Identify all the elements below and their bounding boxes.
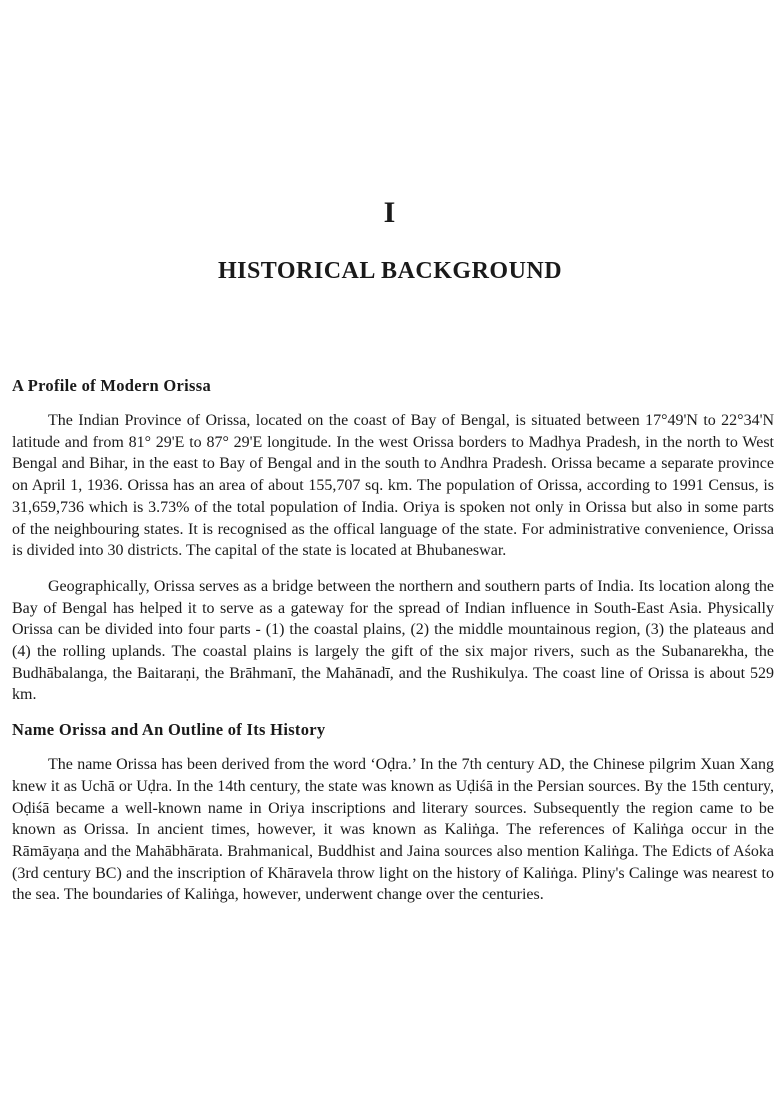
paragraph-profile-2: Geographically, Orissa serves as a bridge between the northern and southern parts of India. Its location along the Bay of Bengal has helped it to serve as a gateway for the spread of Indian influence in South-East Asia. Physically Orissa can be divided into four parts - (1) the coastal plains, (2) the middle mountainous region, (3) the plateaus and (4) the rolling uplands. The coastal plains is largely the gift of the six major rivers, such as the Subanarekha, the Budhābalanga, the Baitaraṇi, the Brāhmanī, the Mahānadī, and the Rushikulya. The coast line of Orissa is about 529 km. [12, 577, 774, 704]
paragraph-profile-1: The Indian Province of Orissa, located on the coast of Bay of Bengal, is situated between 17°49'N to 22°34'N latitude and from 81° 29'E to 87° 29'E longitude. In the west Orissa borders to Madhya Pradesh, in the north to West Bengal and Bihar, in the east to Bay of Bengal and in the south to Andhra Pradesh. Orissa became a separate province on April 1, 1936. Orissa has an area of about 155,707 sq. km. The population of Orissa, according to 1991 Census, is 31,659,736 which is 3.73% of the total population of India. Oriya is spoken not only in Orissa but also in some parts of the neighbouring states. It is recognised as the offical language of the state. For administrative convenience, Orissa is divided into 30 districts. The capital of the state is located at Bhubaneswar. [12, 412, 774, 560]
section-heading-profile: A Profile of Modern Orissa [12, 376, 212, 395]
paragraph-name-history-1: The name Orissa has been derived from the word ‘Oḍra.’ In the 7th century AD, the Chinese pilgrim Xuan Xang knew it as Uchā or Uḍra. In the 14th century, the state was known as Uḍiśā in the Persian sources. By the 15th century, Oḍiśā became a well-known name in Oriya inscriptions and literary sources. Subsequently the region came to be known as Orissa. In ancient times, however, it was known as Kaliṅga. The references of Kaliṅga occur in the Rāmāyaṇa and the Mahābhārata. Brahmanical, Buddhist and Jaina sources also mention Kaliṅga. The Edicts of Aśoka (3rd century BC) and the inscription of Khāravela throw light on the history of Kaliṅga. Pliny's Calinge was nearest to the sea. The boundaries of Kaliṅga, however, underwent change over the centuries. [12, 756, 774, 904]
chapter-title: HISTORICAL BACKGROUND [217, 258, 563, 284]
chapter-number: I [383, 196, 397, 229]
section-heading-name-history: Name Orissa and An Outline of Its History [12, 720, 326, 740]
chapter-body [12, 376, 774, 920]
